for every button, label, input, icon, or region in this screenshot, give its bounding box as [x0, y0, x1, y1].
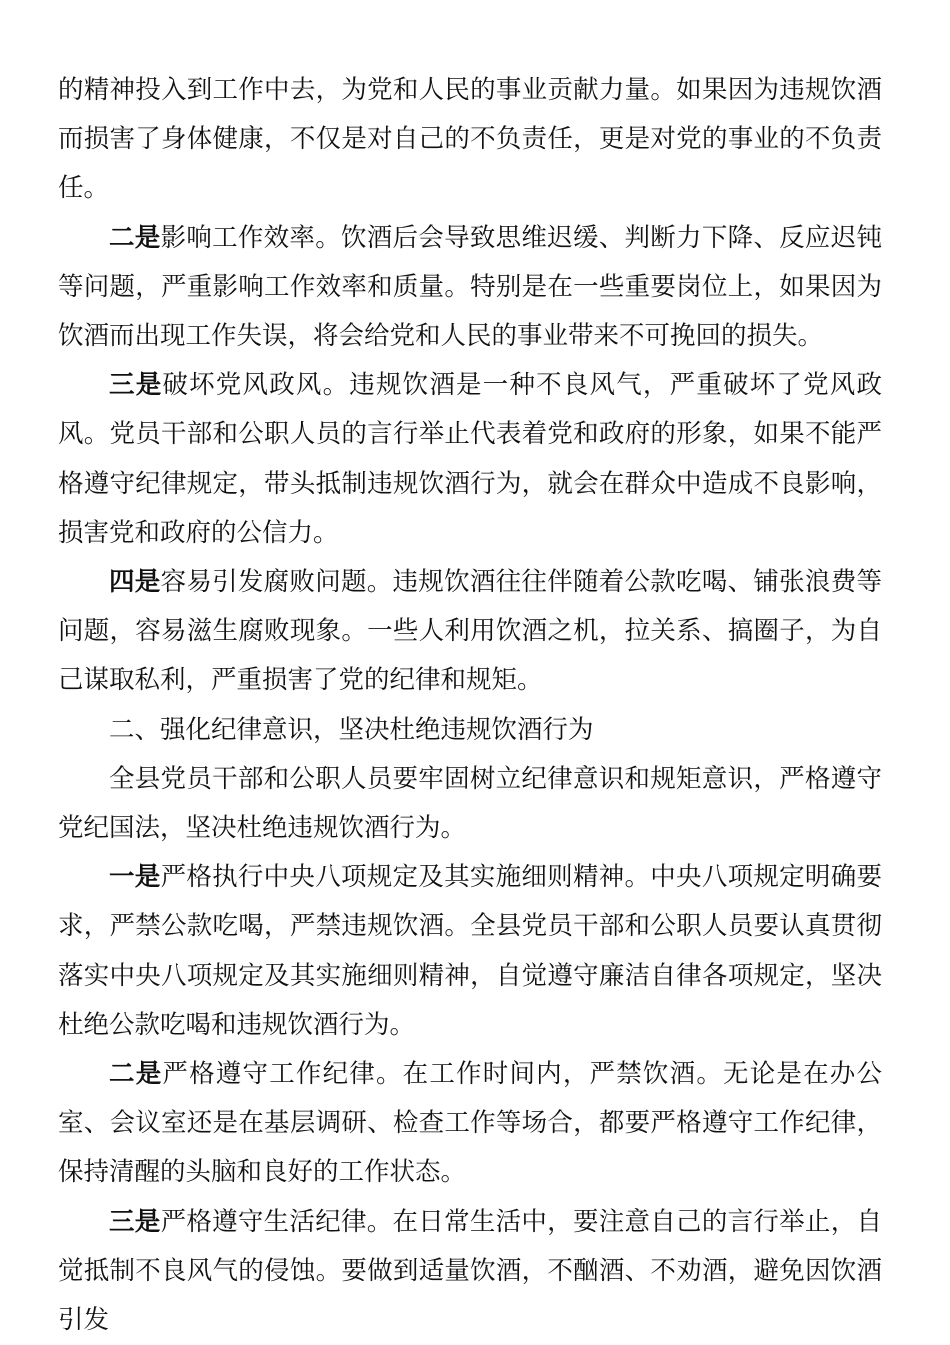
paragraph-7 — [58, 853, 882, 1050]
document-page — [58, 66, 882, 1345]
section-heading-text: 二、强化纪律意识，坚决杜绝违规饮酒行为 — [109, 714, 594, 745]
paragraph-2 — [58, 214, 882, 362]
paragraph-9-text: 严格遵守生活纪律。在日常生活中，要注意自己的言行举止，自觉抵制不良风气的侵蚀。要做到适量饮酒，不酗酒、不劝酒，避免因饮酒引发 — [58, 1206, 882, 1336]
paragraph-3-lead: 三是 — [109, 370, 163, 401]
paragraph-9 — [58, 1198, 882, 1345]
paragraph-7-lead: 一是 — [109, 862, 161, 893]
paragraph-4 — [58, 558, 882, 706]
paragraph-6-text: 全县党员干部和公职人员要牢固树立纪律意识和规矩意识，严格遵守党纪国法，坚决杜绝违规饮酒行为。 — [58, 763, 882, 844]
paragraph-8-text: 严格遵守工作纪律。在工作时间内，严禁饮酒。无论是在办公室、会议室还是在基层调研、检查工作等场合，都要严格遵守工作纪律，保持清醒的头脑和良好的工作状态。 — [58, 1059, 882, 1188]
paragraph-8 — [58, 1050, 882, 1198]
paragraph-2-text: 影响工作效率。饮酒后会导致思维迟缓、判断力下降、反应迟钝等问题，严重影响工作效率和质量。特别是在一些重要岗位上，如果因为饮酒而出现工作失误，将会给党和人民的事业带来不可挽回的损失。 — [58, 222, 882, 352]
paragraph-8-lead: 二是 — [109, 1059, 163, 1090]
paragraph-3 — [58, 361, 882, 558]
paragraph-9-lead: 三是 — [109, 1206, 161, 1237]
paragraph-3-text: 破坏党风政风。违规饮酒是一种不良风气，严重破坏了党风政风。党员干部和公职人员的言行举止代表着党和政府的形象，如果不能严格遵守纪律规定，带头抵制违规饮酒行为，就会在群众中造成不良影响，损害党和政府的公信力。 — [58, 370, 882, 548]
paragraph-4-text: 容易引发腐败问题。违规饮酒往往伴随着公款吃喝、铺张浪费等问题，容易滋生腐败现象。一些人利用饮酒之机，拉关系、搞圈子，为自己谋取私利，严重损害了党的纪律和规矩。 — [58, 567, 882, 696]
paragraph-2-lead: 二是 — [109, 222, 161, 253]
paragraph-7-text: 严格执行中央八项规定及其实施细则精神。中央八项规定明确要求，严禁公款吃喝，严禁违规饮酒。全县党员干部和公职人员要认真贯彻落实中央八项规定及其实施细则精神，自觉遵守廉洁自律各项规定，坚决杜绝公款吃喝和违规饮酒行为。 — [58, 862, 882, 1040]
paragraph-1-text: 的精神投入到工作中去，为党和人民的事业贡献力量。如果因为违规饮酒而损害了身体健康，不仅是对自己的不负责任，更是对党的事业的不负责任。 — [58, 75, 882, 204]
paragraph-6 — [58, 755, 882, 853]
section-heading — [58, 706, 882, 755]
paragraph-4-lead: 四是 — [109, 567, 161, 598]
paragraph-1 — [58, 66, 882, 214]
